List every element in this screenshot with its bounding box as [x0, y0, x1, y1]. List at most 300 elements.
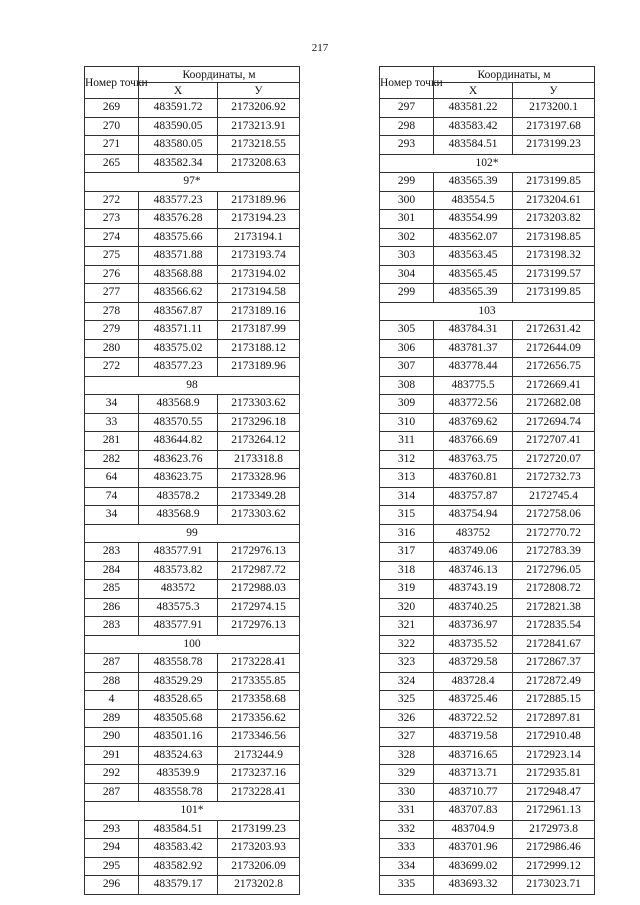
table-row	[380, 413, 595, 432]
y-coordinate-cell: 2173199.85	[513, 173, 595, 192]
x-coordinate-cell: 483565.39	[434, 284, 513, 303]
x-coordinate-cell: 483746.13	[434, 561, 513, 580]
table-row	[380, 654, 595, 673]
point-number-cell: 299	[380, 173, 434, 192]
point-number-cell: 33	[85, 413, 139, 432]
point-number-cell: 288	[85, 672, 139, 691]
point-number-cell: 309	[380, 395, 434, 414]
table-row	[380, 580, 595, 599]
y-coordinate-cell: 2173189.16	[218, 302, 300, 321]
x-coordinate-cell: 483584.51	[139, 820, 218, 839]
point-number-cell: 310	[380, 413, 434, 432]
table-row	[85, 857, 300, 876]
x-coordinate-cell: 483719.58	[434, 728, 513, 747]
y-coordinate-cell: 2173200.1	[513, 99, 595, 118]
y-coordinate-cell: 2172910.48	[513, 728, 595, 747]
table-row	[380, 117, 595, 136]
x-coordinate-cell: 483716.65	[434, 746, 513, 765]
y-coordinate-cell: 2173198.32	[513, 247, 595, 266]
x-coordinate-cell: 483583.42	[139, 839, 218, 858]
point-number-cell: 311	[380, 432, 434, 451]
table-row	[380, 228, 595, 247]
table-row	[380, 358, 595, 377]
point-number-cell: 335	[380, 876, 434, 895]
x-coordinate-cell: 483568.88	[139, 265, 218, 284]
table-row	[380, 210, 595, 229]
point-number-cell: 326	[380, 709, 434, 728]
y-coordinate-cell: 2172631.42	[513, 321, 595, 340]
x-coordinate-cell: 483577.23	[139, 358, 218, 377]
x-coordinate-cell: 483584.51	[434, 136, 513, 155]
point-number-cell: 278	[85, 302, 139, 321]
point-number-cell: 328	[380, 746, 434, 765]
point-number-cell: 282	[85, 450, 139, 469]
point-number-header: Номер точки	[85, 67, 139, 99]
point-number-cell: 64	[85, 469, 139, 488]
x-coordinate-cell: 483575.02	[139, 339, 218, 358]
x-coordinate-cell: 483581.22	[434, 99, 513, 118]
table-row	[85, 395, 300, 414]
x-coordinate-cell: 483539.9	[139, 765, 218, 784]
point-number-cell: 313	[380, 469, 434, 488]
table-row	[380, 99, 595, 118]
point-number-cell: 323	[380, 654, 434, 673]
y-coordinate-cell: 2172644.09	[513, 339, 595, 358]
point-number-cell: 329	[380, 765, 434, 784]
x-coordinate-cell: 483576.28	[139, 210, 218, 229]
point-number-cell: 287	[85, 654, 139, 673]
y-coordinate-cell: 2173189.96	[218, 191, 300, 210]
x-coordinate-cell: 483772.56	[434, 395, 513, 414]
x-coordinate-cell: 483725.46	[434, 691, 513, 710]
x-coordinate-cell: 483728.4	[434, 672, 513, 691]
y-coordinate-cell: 2173188.12	[218, 339, 300, 358]
point-number-cell: 298	[380, 117, 434, 136]
y-coordinate-cell: 2173349.28	[218, 487, 300, 506]
point-number-cell: 271	[85, 136, 139, 155]
x-coordinate-cell: 483754.94	[434, 506, 513, 525]
y-coordinate-cell: 2172808.72	[513, 580, 595, 599]
x-coordinate-cell: 483572	[139, 580, 218, 599]
point-number-cell: 318	[380, 561, 434, 580]
point-number-cell: 269	[85, 99, 139, 118]
table-row	[85, 617, 300, 636]
point-number-cell: 333	[380, 839, 434, 858]
x-coordinate-cell: 483565.39	[434, 173, 513, 192]
point-number-cell: 332	[380, 820, 434, 839]
x-coordinate-cell: 483699.02	[434, 857, 513, 876]
y-coordinate-cell: 2172923.14	[513, 746, 595, 765]
table-row	[85, 358, 300, 377]
x-coordinate-cell: 483582.34	[139, 154, 218, 173]
y-coordinate-cell: 2172732.73	[513, 469, 595, 488]
x-coordinate-cell: 483562.07	[434, 228, 513, 247]
table-row	[85, 746, 300, 765]
table-row	[380, 284, 595, 303]
table-row	[85, 728, 300, 747]
y-coordinate-cell: 2172669.41	[513, 376, 595, 395]
table-row	[85, 839, 300, 858]
y-coordinate-cell: 2173218.55	[218, 136, 300, 155]
point-number-cell: 316	[380, 524, 434, 543]
x-coordinate-cell: 483524.63	[139, 746, 218, 765]
table-row	[380, 691, 595, 710]
table-row	[85, 99, 300, 118]
y-coordinate-cell: 2172841.67	[513, 635, 595, 654]
point-number-cell: 308	[380, 376, 434, 395]
y-coordinate-cell: 2173023.71	[513, 876, 595, 895]
point-number-cell: 280	[85, 339, 139, 358]
point-number-cell: 285	[85, 580, 139, 599]
table-row	[380, 635, 595, 654]
y-coordinate-cell: 2173199.23	[218, 820, 300, 839]
x-coordinate-cell: 483757.87	[434, 487, 513, 506]
y-coordinate-cell: 2172783.39	[513, 543, 595, 562]
x-coordinate-cell: 483577.23	[139, 191, 218, 210]
y-coordinate-cell: 2172976.13	[218, 543, 300, 562]
table-row	[85, 302, 300, 321]
point-number-cell: 325	[380, 691, 434, 710]
table-row	[85, 210, 300, 229]
table-row	[85, 876, 300, 895]
table-row	[380, 783, 595, 802]
y-coordinate-cell: 2173203.82	[513, 210, 595, 229]
x-coordinate-cell: 483778.44	[434, 358, 513, 377]
point-number-cell: 331	[380, 802, 434, 821]
table-row	[380, 876, 595, 895]
table-row	[380, 543, 595, 562]
y-coordinate-cell: 2172656.75	[513, 358, 595, 377]
table-row	[380, 247, 595, 266]
section-label: 102*	[380, 154, 595, 173]
y-coordinate-cell: 2172835.54	[513, 617, 595, 636]
x-coordinate-cell: 483583.42	[434, 117, 513, 136]
point-number-cell: 34	[85, 395, 139, 414]
point-number-cell: 297	[380, 99, 434, 118]
point-number-cell: 74	[85, 487, 139, 506]
y-coordinate-cell: 2173198.85	[513, 228, 595, 247]
x-coordinate-cell: 483701.96	[434, 839, 513, 858]
y-coordinate-cell: 2173194.58	[218, 284, 300, 303]
y-coordinate-cell: 2172867.37	[513, 654, 595, 673]
x-header: X	[434, 83, 513, 99]
table-row	[85, 820, 300, 839]
point-number-cell: 265	[85, 154, 139, 173]
table-row	[380, 136, 595, 155]
table-row	[85, 765, 300, 784]
table-row	[380, 173, 595, 192]
table-row	[380, 321, 595, 340]
y-coordinate-cell: 2173194.02	[218, 265, 300, 284]
x-coordinate-cell: 483644.82	[139, 432, 218, 451]
section-label: 99	[85, 524, 300, 543]
y-coordinate-cell: 2172885.15	[513, 691, 595, 710]
point-number-cell: 306	[380, 339, 434, 358]
table-row	[380, 839, 595, 858]
y-coordinate-cell: 2173208.63	[218, 154, 300, 173]
y-coordinate-cell: 2173358.68	[218, 691, 300, 710]
x-coordinate-cell: 483707.83	[434, 802, 513, 821]
point-number-cell: 274	[85, 228, 139, 247]
point-number-cell: 270	[85, 117, 139, 136]
y-coordinate-cell: 2172720.07	[513, 450, 595, 469]
x-coordinate-cell: 483582.92	[139, 857, 218, 876]
point-number-cell: 324	[380, 672, 434, 691]
point-number-cell: 317	[380, 543, 434, 562]
point-number-cell: 327	[380, 728, 434, 747]
table-row	[380, 728, 595, 747]
point-number-cell: 322	[380, 635, 434, 654]
x-coordinate-cell: 483528.65	[139, 691, 218, 710]
y-coordinate-cell: 2173264.12	[218, 432, 300, 451]
table-row	[380, 746, 595, 765]
y-coordinate-cell: 2173206.09	[218, 857, 300, 876]
table-row	[85, 117, 300, 136]
y-coordinate-cell: 2173187.99	[218, 321, 300, 340]
table-row	[380, 469, 595, 488]
table-row	[380, 265, 595, 284]
table-row	[85, 450, 300, 469]
table-row	[85, 321, 300, 340]
section-header-row	[85, 173, 300, 192]
x-coordinate-cell: 483693.32	[434, 876, 513, 895]
table-row	[85, 247, 300, 266]
y-coordinate-cell: 2173199.57	[513, 265, 595, 284]
x-coordinate-cell: 483567.87	[139, 302, 218, 321]
x-coordinate-cell: 483568.9	[139, 506, 218, 525]
table-row	[85, 672, 300, 691]
point-number-cell: 276	[85, 265, 139, 284]
table-row	[85, 191, 300, 210]
y-coordinate-cell: 2172707.41	[513, 432, 595, 451]
x-coordinate-cell: 483563.45	[434, 247, 513, 266]
x-coordinate-cell: 483591.72	[139, 99, 218, 118]
point-number-cell: 275	[85, 247, 139, 266]
page-number: 217	[311, 42, 329, 54]
y-coordinate-cell: 2173244.9	[218, 746, 300, 765]
point-number-cell: 273	[85, 210, 139, 229]
y-coordinate-cell: 2172758.06	[513, 506, 595, 525]
y-coordinate-cell: 2173346.56	[218, 728, 300, 747]
section-label: 100	[85, 635, 300, 654]
x-coordinate-cell: 483623.76	[139, 450, 218, 469]
table-row	[380, 561, 595, 580]
y-coordinate-cell: 2173296.18	[218, 413, 300, 432]
point-number-cell: 307	[380, 358, 434, 377]
table-row	[85, 691, 300, 710]
point-number-cell: 286	[85, 598, 139, 617]
point-number-cell: 315	[380, 506, 434, 525]
y-coordinate-cell: 2173202.8	[218, 876, 300, 895]
table-row	[85, 506, 300, 525]
table-row	[85, 136, 300, 155]
table-row	[380, 765, 595, 784]
y-coordinate-cell: 2172796.05	[513, 561, 595, 580]
table-row	[380, 487, 595, 506]
point-number-cell: 299	[380, 284, 434, 303]
table-row	[380, 820, 595, 839]
y-coordinate-cell: 2172988.03	[218, 580, 300, 599]
section-header-row	[85, 802, 300, 821]
y-coordinate-cell: 2173303.62	[218, 395, 300, 414]
table-row	[380, 376, 595, 395]
table-row	[380, 598, 595, 617]
y-coordinate-cell: 2173303.62	[218, 506, 300, 525]
y-coordinate-cell: 2172973.8	[513, 820, 595, 839]
y-coordinate-cell: 2172999.12	[513, 857, 595, 876]
y-coordinate-cell: 2173194.23	[218, 210, 300, 229]
x-coordinate-cell: 483729.58	[434, 654, 513, 673]
table-row	[380, 339, 595, 358]
x-coordinate-cell: 483713.71	[434, 765, 513, 784]
x-coordinate-cell: 483558.78	[139, 654, 218, 673]
coordinates-header: Координаты, м	[139, 67, 300, 83]
table-row	[85, 469, 300, 488]
x-coordinate-cell: 483775.5	[434, 376, 513, 395]
x-coordinate-cell: 483529.29	[139, 672, 218, 691]
y-coordinate-cell: 2173197.68	[513, 117, 595, 136]
x-coordinate-cell: 483577.91	[139, 617, 218, 636]
table-row	[85, 487, 300, 506]
table-row	[380, 672, 595, 691]
coordinates-table-left	[84, 66, 300, 895]
x-coordinate-cell: 483566.62	[139, 284, 218, 303]
table-row	[85, 432, 300, 451]
y-coordinate-cell: 2172986.46	[513, 839, 595, 858]
point-number-cell: 300	[380, 191, 434, 210]
point-number-cell: 287	[85, 783, 139, 802]
point-number-cell: 303	[380, 247, 434, 266]
point-number-cell: 281	[85, 432, 139, 451]
x-coordinate-cell: 483577.91	[139, 543, 218, 562]
table-row	[85, 561, 300, 580]
x-coordinate-cell: 483743.19	[434, 580, 513, 599]
table-row	[380, 432, 595, 451]
section-label: 97*	[85, 173, 300, 192]
point-number-cell: 4	[85, 691, 139, 710]
x-coordinate-cell: 483735.52	[434, 635, 513, 654]
point-number-cell: 277	[85, 284, 139, 303]
table-row	[85, 709, 300, 728]
section-label: 98	[85, 376, 300, 395]
coordinates-table-right	[379, 66, 595, 895]
x-coordinate-cell: 483579.17	[139, 876, 218, 895]
y-coordinate-cell: 2173228.41	[218, 654, 300, 673]
table-row	[85, 580, 300, 599]
y-coordinate-cell: 2172961.13	[513, 802, 595, 821]
x-coordinate-cell: 483710.77	[434, 783, 513, 802]
x-coordinate-cell: 483505.68	[139, 709, 218, 728]
x-coordinate-cell: 483554.99	[434, 210, 513, 229]
y-coordinate-cell: 2172897.81	[513, 709, 595, 728]
point-number-cell: 312	[380, 450, 434, 469]
table-row	[380, 802, 595, 821]
x-coordinate-cell: 483590.05	[139, 117, 218, 136]
point-number-cell: 290	[85, 728, 139, 747]
point-number-cell: 272	[85, 358, 139, 377]
x-coordinate-cell: 483575.3	[139, 598, 218, 617]
point-number-cell: 304	[380, 265, 434, 284]
point-number-cell: 34	[85, 506, 139, 525]
y-coordinate-cell: 2173213.91	[218, 117, 300, 136]
table-row	[380, 617, 595, 636]
x-coordinate-cell: 483501.16	[139, 728, 218, 747]
x-coordinate-cell: 483623.75	[139, 469, 218, 488]
table-body-right	[380, 99, 595, 895]
y-coordinate-cell: 2173237.16	[218, 765, 300, 784]
table-row	[85, 228, 300, 247]
table-row	[85, 654, 300, 673]
x-coordinate-cell: 483740.25	[434, 598, 513, 617]
coordinates-header: Координаты, м	[434, 67, 595, 83]
point-number-cell: 319	[380, 580, 434, 599]
point-number-cell: 284	[85, 561, 139, 580]
y-coordinate-cell: 2173228.41	[218, 783, 300, 802]
x-coordinate-cell: 483578.2	[139, 487, 218, 506]
y-coordinate-cell: 2173204.61	[513, 191, 595, 210]
section-header-row	[380, 302, 595, 321]
table-row	[85, 284, 300, 303]
x-coordinate-cell: 483575.66	[139, 228, 218, 247]
y-coordinate-cell: 2173203.93	[218, 839, 300, 858]
y-coordinate-cell: 2172821.38	[513, 598, 595, 617]
y-header: У	[218, 83, 300, 99]
y-coordinate-cell: 2173318.8	[218, 450, 300, 469]
y-coordinate-cell: 2172770.72	[513, 524, 595, 543]
table-row	[85, 265, 300, 284]
y-coordinate-cell: 2173199.23	[513, 136, 595, 155]
y-coordinate-cell: 2173356.62	[218, 709, 300, 728]
point-number-header: Номер точки	[380, 67, 434, 99]
table-row	[380, 709, 595, 728]
y-coordinate-cell: 2173189.96	[218, 358, 300, 377]
x-coordinate-cell: 483749.06	[434, 543, 513, 562]
y-coordinate-cell: 2172948.47	[513, 783, 595, 802]
table-row	[85, 543, 300, 562]
point-number-cell: 295	[85, 857, 139, 876]
x-coordinate-cell: 483573.82	[139, 561, 218, 580]
table-row	[85, 154, 300, 173]
x-coordinate-cell: 483568.9	[139, 395, 218, 414]
y-coordinate-cell: 2173206.92	[218, 99, 300, 118]
table-row	[85, 413, 300, 432]
section-label: 103	[380, 302, 595, 321]
x-coordinate-cell: 483769.62	[434, 413, 513, 432]
section-header-row	[380, 154, 595, 173]
x-coordinate-cell: 483763.75	[434, 450, 513, 469]
x-coordinate-cell: 483570.55	[139, 413, 218, 432]
point-number-cell: 283	[85, 543, 139, 562]
x-coordinate-cell: 483784.31	[434, 321, 513, 340]
x-coordinate-cell: 483722.52	[434, 709, 513, 728]
x-coordinate-cell: 483571.11	[139, 321, 218, 340]
table-row	[380, 395, 595, 414]
y-coordinate-cell: 2172987.72	[218, 561, 300, 580]
point-number-cell: 294	[85, 839, 139, 858]
x-coordinate-cell: 483558.78	[139, 783, 218, 802]
point-number-cell: 320	[380, 598, 434, 617]
x-coordinate-cell: 483554.5	[434, 191, 513, 210]
section-label: 101*	[85, 802, 300, 821]
x-coordinate-cell: 483571.88	[139, 247, 218, 266]
point-number-cell: 296	[85, 876, 139, 895]
section-header-row	[85, 635, 300, 654]
x-coordinate-cell: 483760.81	[434, 469, 513, 488]
x-coordinate-cell: 483766.69	[434, 432, 513, 451]
x-coordinate-cell: 483580.05	[139, 136, 218, 155]
section-header-row	[85, 376, 300, 395]
y-coordinate-cell: 2172694.74	[513, 413, 595, 432]
